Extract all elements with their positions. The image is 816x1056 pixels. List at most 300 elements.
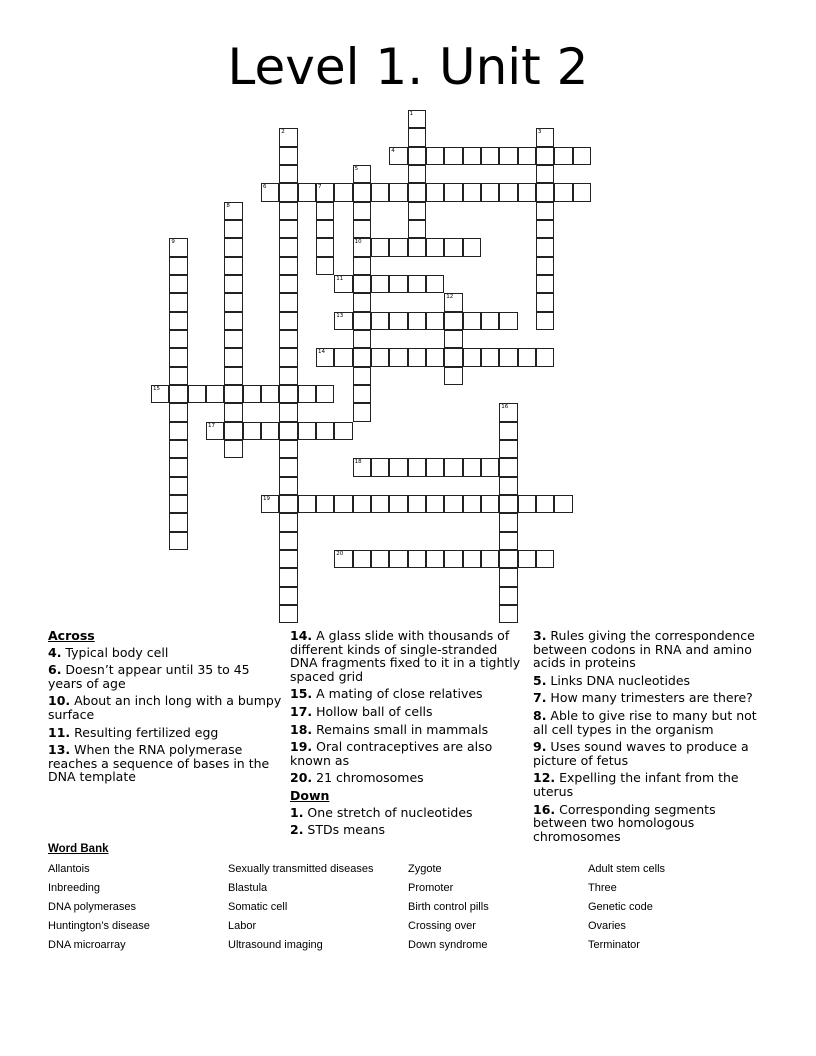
word-bank-item: Down syndrome — [408, 939, 488, 951]
grid-cell[interactable] — [408, 312, 426, 330]
clue-number: 10 — [354, 239, 362, 246]
grid-cell[interactable] — [279, 238, 297, 256]
grid-cell[interactable] — [279, 477, 297, 495]
grid-cell[interactable] — [573, 183, 591, 201]
grid-cell[interactable] — [389, 183, 407, 201]
word-bank-item: Somatic cell — [228, 901, 288, 913]
grid-cell[interactable] — [279, 605, 297, 623]
grid-cell[interactable] — [536, 128, 554, 146]
across-clue — [48, 694, 286, 721]
grid-cell[interactable] — [353, 165, 371, 183]
word-bank-item: DNA polymerases — [48, 901, 137, 913]
grid-cell[interactable] — [444, 183, 462, 201]
grid-cell[interactable] — [279, 568, 297, 586]
grid-cell[interactable] — [334, 495, 352, 513]
grid-cell[interactable] — [353, 550, 371, 568]
grid-cell[interactable] — [334, 550, 352, 568]
grid-cell[interactable] — [224, 440, 242, 458]
word-bank-heading: Word Bank — [48, 843, 109, 855]
grid-cell[interactable] — [316, 495, 334, 513]
grid-cell[interactable] — [408, 147, 426, 165]
clue-text: How many trimesters are there? — [546, 690, 753, 706]
grid-cell[interactable] — [279, 312, 297, 330]
word-bank-item: Allantois — [48, 863, 90, 875]
down-clue — [533, 709, 771, 736]
down-heading: Down — [290, 787, 330, 803]
grid-cell[interactable] — [279, 183, 297, 201]
grid-cell[interactable] — [463, 458, 481, 476]
clue-number: 18. — [290, 721, 313, 737]
grid-cell[interactable] — [426, 183, 444, 201]
grid-cell[interactable] — [499, 605, 517, 623]
grid-cell[interactable] — [371, 458, 389, 476]
grid-cell[interactable] — [279, 275, 297, 293]
clue-number: 15. — [290, 686, 313, 702]
grid-cell[interactable] — [353, 183, 371, 201]
grid-cell[interactable] — [224, 422, 242, 440]
grid-cell[interactable] — [463, 495, 481, 513]
grid-cell[interactable] — [444, 330, 462, 348]
grid-cell[interactable] — [499, 403, 517, 421]
grid-cell[interactable] — [279, 440, 297, 458]
grid-cell[interactable] — [151, 385, 169, 403]
across-clue — [48, 646, 286, 660]
grid-cell[interactable] — [444, 147, 462, 165]
clue-number: 3. — [533, 628, 547, 643]
grid-cell[interactable] — [499, 440, 517, 458]
clue-number: 4. — [48, 644, 62, 660]
down-clue — [533, 771, 771, 798]
grid-cell[interactable] — [169, 238, 187, 256]
clue-text: Rules giving the correspondence between codons in RNA and amino acids in proteins — [533, 628, 755, 671]
clue-text: Corresponding segments between two homologous chromosomes — [533, 801, 716, 844]
grid-cell[interactable] — [536, 275, 554, 293]
grid-cell[interactable] — [169, 495, 187, 513]
clues-column-1 — [48, 629, 286, 788]
grid-cell[interactable] — [169, 312, 187, 330]
grid-cell[interactable] — [353, 458, 371, 476]
clue-number: 3 — [537, 129, 542, 136]
clue-text: A mating of close relatives — [312, 686, 483, 702]
word-bank-item: Promoter — [408, 882, 454, 894]
grid-cell[interactable] — [279, 532, 297, 550]
grid-cell[interactable] — [426, 495, 444, 513]
grid-cell[interactable] — [169, 532, 187, 550]
grid-cell[interactable] — [334, 422, 352, 440]
grid-cell[interactable] — [426, 312, 444, 330]
clue-number: 6 — [262, 184, 267, 191]
clue-number: 10. — [48, 693, 71, 709]
grid-cell[interactable] — [408, 275, 426, 293]
grid-cell[interactable] — [463, 550, 481, 568]
grid-cell[interactable] — [371, 183, 389, 201]
grid-cell[interactable] — [499, 348, 517, 366]
grid-cell[interactable] — [279, 587, 297, 605]
word-bank-item: Sexually transmitted diseases — [228, 863, 374, 875]
grid-cell[interactable] — [499, 568, 517, 586]
clue-number: 7. — [533, 690, 547, 706]
grid-cell[interactable] — [169, 513, 187, 531]
grid-cell[interactable] — [261, 183, 279, 201]
grid-cell[interactable] — [206, 385, 224, 403]
clue-text: Typical body cell — [61, 644, 169, 660]
grid-cell[interactable] — [316, 348, 334, 366]
clue-number: 11. — [48, 724, 71, 740]
grid-cell[interactable] — [243, 422, 261, 440]
grid-cell[interactable] — [353, 385, 371, 403]
grid-cell[interactable] — [408, 220, 426, 238]
grid-cell[interactable] — [206, 422, 224, 440]
grid-cell[interactable] — [316, 202, 334, 220]
clue-text: Oral contraceptives are also known as — [290, 739, 493, 768]
grid-cell[interactable] — [169, 257, 187, 275]
grid-cell[interactable] — [408, 110, 426, 128]
clue-number: 15 — [153, 385, 160, 392]
grid-cell[interactable] — [573, 147, 591, 165]
grid-cell[interactable] — [426, 238, 444, 256]
grid-cell[interactable] — [389, 348, 407, 366]
grid-cell[interactable] — [316, 183, 334, 201]
grid-cell[interactable] — [536, 220, 554, 238]
grid-cell[interactable] — [353, 293, 371, 311]
grid-cell[interactable] — [536, 293, 554, 311]
grid-cell[interactable] — [518, 147, 536, 165]
grid-cell[interactable] — [371, 495, 389, 513]
grid-cell[interactable] — [334, 183, 352, 201]
grid-cell[interactable] — [536, 238, 554, 256]
grid-cell[interactable] — [536, 257, 554, 275]
clue-text: Uses sound waves to produce a picture of fetus — [533, 739, 749, 768]
grid-cell[interactable] — [224, 220, 242, 238]
clue-text: Hollow ball of cells — [312, 703, 433, 719]
clue-number: 20 — [336, 550, 344, 557]
grid-cell[interactable] — [188, 385, 206, 403]
grid-cell[interactable] — [481, 495, 499, 513]
clue-text: Remains small in mammals — [312, 721, 489, 737]
clue-number: 7 — [317, 184, 322, 191]
grid-cell[interactable] — [463, 147, 481, 165]
clue-number: 1. — [290, 804, 304, 820]
grid-cell[interactable] — [261, 385, 279, 403]
grid-cell[interactable] — [224, 257, 242, 275]
grid-cell[interactable] — [389, 147, 407, 165]
grid-cell[interactable] — [408, 165, 426, 183]
grid-cell[interactable] — [169, 293, 187, 311]
word-bank-item: Zygote — [408, 863, 442, 875]
word-bank — [48, 843, 109, 860]
word-bank-item: Birth control pills — [408, 901, 489, 913]
grid-cell[interactable] — [261, 422, 279, 440]
grid-cell[interactable] — [353, 348, 371, 366]
grid-cell[interactable] — [169, 422, 187, 440]
grid-cell[interactable] — [169, 385, 187, 403]
grid-cell[interactable] — [389, 275, 407, 293]
grid-cell[interactable] — [169, 477, 187, 495]
grid-cell[interactable] — [481, 550, 499, 568]
grid-cell[interactable] — [499, 477, 517, 495]
clue-number: 16 — [501, 404, 509, 411]
clue-number: 16. — [533, 801, 556, 817]
across-clue — [290, 723, 528, 737]
grid-cell[interactable] — [298, 422, 316, 440]
grid-cell[interactable] — [353, 330, 371, 348]
grid-cell[interactable] — [444, 238, 462, 256]
grid-cell[interactable] — [408, 458, 426, 476]
clue-number: 9. — [533, 739, 547, 755]
grid-cell[interactable] — [169, 440, 187, 458]
grid-cell[interactable] — [426, 550, 444, 568]
grid-cell[interactable] — [499, 587, 517, 605]
across-clue — [290, 629, 528, 683]
grid-cell[interactable] — [224, 348, 242, 366]
clues-column-2 — [290, 629, 528, 841]
clue-number: 14 — [317, 349, 325, 356]
grid-cell[interactable] — [353, 403, 371, 421]
grid-cell[interactable] — [169, 275, 187, 293]
grid-cell[interactable] — [499, 312, 517, 330]
clue-number: 13. — [48, 742, 71, 758]
grid-cell[interactable] — [353, 495, 371, 513]
grid-cell[interactable] — [463, 238, 481, 256]
grid-cell[interactable] — [536, 312, 554, 330]
grid-cell[interactable] — [463, 183, 481, 201]
grid-cell[interactable] — [499, 513, 517, 531]
clue-number: 18 — [354, 459, 362, 466]
grid-cell[interactable] — [353, 202, 371, 220]
grid-cell[interactable] — [408, 550, 426, 568]
grid-cell[interactable] — [169, 403, 187, 421]
clue-number: 17 — [207, 422, 215, 429]
grid-cell[interactable] — [279, 458, 297, 476]
page-title: Level 1. Unit 2 — [227, 38, 589, 96]
grid-cell[interactable] — [261, 495, 279, 513]
across-clue — [290, 705, 528, 719]
down-clue — [290, 823, 528, 837]
grid-cell[interactable] — [408, 202, 426, 220]
grid-cell[interactable] — [499, 458, 517, 476]
down-clue — [533, 629, 771, 670]
grid-cell[interactable] — [499, 550, 517, 568]
grid-cell[interactable] — [169, 458, 187, 476]
across-clue — [48, 726, 286, 740]
grid-cell[interactable] — [481, 312, 499, 330]
grid-cell[interactable] — [426, 275, 444, 293]
clue-text: A glass slide with thousands of different kinds of single-stranded DNA fragments fixed to it in a tightly spaced grid — [290, 628, 521, 684]
word-bank-item: Labor — [228, 920, 257, 932]
grid-cell[interactable] — [316, 422, 334, 440]
grid-cell[interactable] — [169, 330, 187, 348]
grid-cell[interactable] — [224, 238, 242, 256]
grid-cell[interactable] — [481, 147, 499, 165]
grid-cell[interactable] — [169, 367, 187, 385]
grid-cell[interactable] — [279, 147, 297, 165]
across-heading: Across — [48, 628, 95, 643]
grid-cell[interactable] — [371, 275, 389, 293]
grid-cell[interactable] — [298, 495, 316, 513]
grid-cell[interactable] — [279, 403, 297, 421]
grid-cell[interactable] — [518, 495, 536, 513]
grid-cell[interactable] — [243, 385, 261, 403]
grid-cell[interactable] — [334, 275, 352, 293]
grid-cell[interactable] — [463, 312, 481, 330]
across-clue — [290, 771, 528, 785]
grid-cell[interactable] — [389, 238, 407, 256]
grid-cell[interactable] — [353, 367, 371, 385]
grid-cell[interactable] — [389, 458, 407, 476]
grid-cell[interactable] — [316, 385, 334, 403]
grid-cell[interactable] — [518, 348, 536, 366]
grid-cell[interactable] — [554, 495, 572, 513]
grid-cell[interactable] — [444, 348, 462, 366]
grid-cell[interactable] — [353, 238, 371, 256]
clue-number: 4 — [391, 147, 395, 154]
grid-cell[interactable] — [536, 183, 554, 201]
grid-cell[interactable] — [518, 550, 536, 568]
grid-cell[interactable] — [426, 458, 444, 476]
clue-number: 1 — [409, 111, 414, 117]
grid-cell[interactable] — [279, 513, 297, 531]
clue-text: About an inch long with a bumpy surface — [48, 693, 282, 722]
grid-cell[interactable] — [279, 257, 297, 275]
grid-cell[interactable] — [536, 550, 554, 568]
clue-text: Expelling the infant from the uterus — [533, 770, 739, 799]
grid-cell[interactable] — [353, 220, 371, 238]
down-clue — [533, 691, 771, 705]
word-bank-item: Adult stem cells — [588, 863, 666, 875]
grid-cell[interactable] — [408, 238, 426, 256]
grid-cell[interactable] — [224, 330, 242, 348]
grid-cell[interactable] — [279, 367, 297, 385]
grid-cell[interactable] — [371, 550, 389, 568]
grid-cell[interactable] — [279, 202, 297, 220]
across-clue — [290, 740, 528, 767]
down-clue — [533, 740, 771, 767]
grid-cell[interactable] — [499, 532, 517, 550]
grid-cell[interactable] — [536, 147, 554, 165]
grid-cell[interactable] — [444, 312, 462, 330]
grid-cell[interactable] — [353, 275, 371, 293]
grid-cell[interactable] — [444, 293, 462, 311]
grid-cell[interactable] — [389, 550, 407, 568]
clue-number: 2. — [290, 822, 304, 838]
clue-number: 9 — [171, 239, 175, 246]
grid-cell[interactable] — [499, 183, 517, 201]
grid-cell[interactable] — [536, 348, 554, 366]
grid-cell[interactable] — [279, 550, 297, 568]
grid-cell[interactable] — [279, 293, 297, 311]
grid-cell[interactable] — [554, 147, 572, 165]
grid-cell[interactable] — [389, 495, 407, 513]
across-clue — [48, 743, 286, 784]
grid-cell[interactable] — [169, 348, 187, 366]
grid-cell[interactable] — [224, 367, 242, 385]
grid-cell[interactable] — [408, 128, 426, 146]
grid-cell[interactable] — [224, 312, 242, 330]
grid-cell[interactable] — [463, 348, 481, 366]
grid-cell[interactable] — [371, 348, 389, 366]
grid-cell[interactable] — [279, 128, 297, 146]
grid-cell[interactable] — [444, 550, 462, 568]
grid-cell[interactable] — [536, 202, 554, 220]
grid-cell[interactable] — [481, 183, 499, 201]
grid-cell[interactable] — [279, 495, 297, 513]
grid-cell[interactable] — [444, 458, 462, 476]
clue-number: 14. — [290, 628, 313, 643]
clue-text: Doesn’t appear until 35 to 45 years of age — [48, 662, 250, 691]
clue-number: 12 — [446, 294, 454, 301]
grid-cell[interactable] — [408, 348, 426, 366]
grid-cell[interactable] — [408, 495, 426, 513]
word-bank-item: DNA microarray — [48, 939, 126, 951]
grid-cell[interactable] — [298, 183, 316, 201]
grid-cell[interactable] — [426, 348, 444, 366]
grid-cell[interactable] — [279, 422, 297, 440]
clue-number: 5 — [354, 165, 359, 172]
grid-cell[interactable] — [279, 220, 297, 238]
grid-cell[interactable] — [334, 348, 352, 366]
clue-number: 6. — [48, 662, 62, 678]
grid-cell[interactable] — [408, 183, 426, 201]
clue-number: 19 — [262, 495, 270, 502]
grid-cell[interactable] — [279, 330, 297, 348]
grid-cell[interactable] — [279, 165, 297, 183]
grid-cell[interactable] — [279, 385, 297, 403]
word-bank-item: Crossing over — [408, 920, 476, 932]
grid-cell[interactable] — [353, 257, 371, 275]
grid-cell[interactable] — [224, 403, 242, 421]
grid-cell[interactable] — [316, 238, 334, 256]
grid-cell[interactable] — [481, 348, 499, 366]
clue-text: 21 chromosomes — [312, 770, 424, 786]
word-bank-item: Ovaries — [588, 920, 626, 932]
grid-cell[interactable] — [536, 165, 554, 183]
grid-cell[interactable] — [444, 367, 462, 385]
clue-text: One stretch of nucleotides — [303, 804, 473, 820]
grid-cell[interactable] — [481, 458, 499, 476]
grid-cell[interactable] — [518, 183, 536, 201]
grid-cell[interactable] — [499, 422, 517, 440]
grid-cell[interactable] — [316, 220, 334, 238]
across-clue — [290, 687, 528, 701]
grid-cell[interactable] — [389, 312, 407, 330]
grid-cell[interactable] — [444, 495, 462, 513]
grid-cell[interactable] — [224, 385, 242, 403]
grid-cell[interactable] — [334, 312, 352, 330]
clue-number: 13 — [336, 312, 344, 319]
grid-cell[interactable] — [499, 147, 517, 165]
grid-cell[interactable] — [499, 495, 517, 513]
grid-cell[interactable] — [316, 257, 334, 275]
clue-text: STDs means — [303, 822, 386, 838]
clue-number: 2 — [281, 129, 285, 136]
word-bank-item: Ultrasound imaging — [228, 939, 323, 951]
grid-cell[interactable] — [224, 293, 242, 311]
grid-cell[interactable] — [298, 385, 316, 403]
grid-cell[interactable] — [353, 312, 371, 330]
grid-cell[interactable] — [224, 202, 242, 220]
clue-number: 11 — [336, 275, 344, 282]
grid-cell[interactable] — [426, 147, 444, 165]
grid-cell[interactable] — [554, 183, 572, 201]
grid-cell[interactable] — [279, 348, 297, 366]
grid-cell[interactable] — [536, 495, 554, 513]
clues-column-3 — [533, 629, 771, 847]
grid-cell[interactable] — [371, 238, 389, 256]
clue-text: Able to give rise to many but not all cell types in the organism — [533, 707, 757, 737]
grid-cell[interactable] — [371, 312, 389, 330]
grid-cell[interactable] — [224, 275, 242, 293]
clue-text: When the RNA polymerase reaches a sequence of bases in the DNA template — [48, 742, 270, 785]
